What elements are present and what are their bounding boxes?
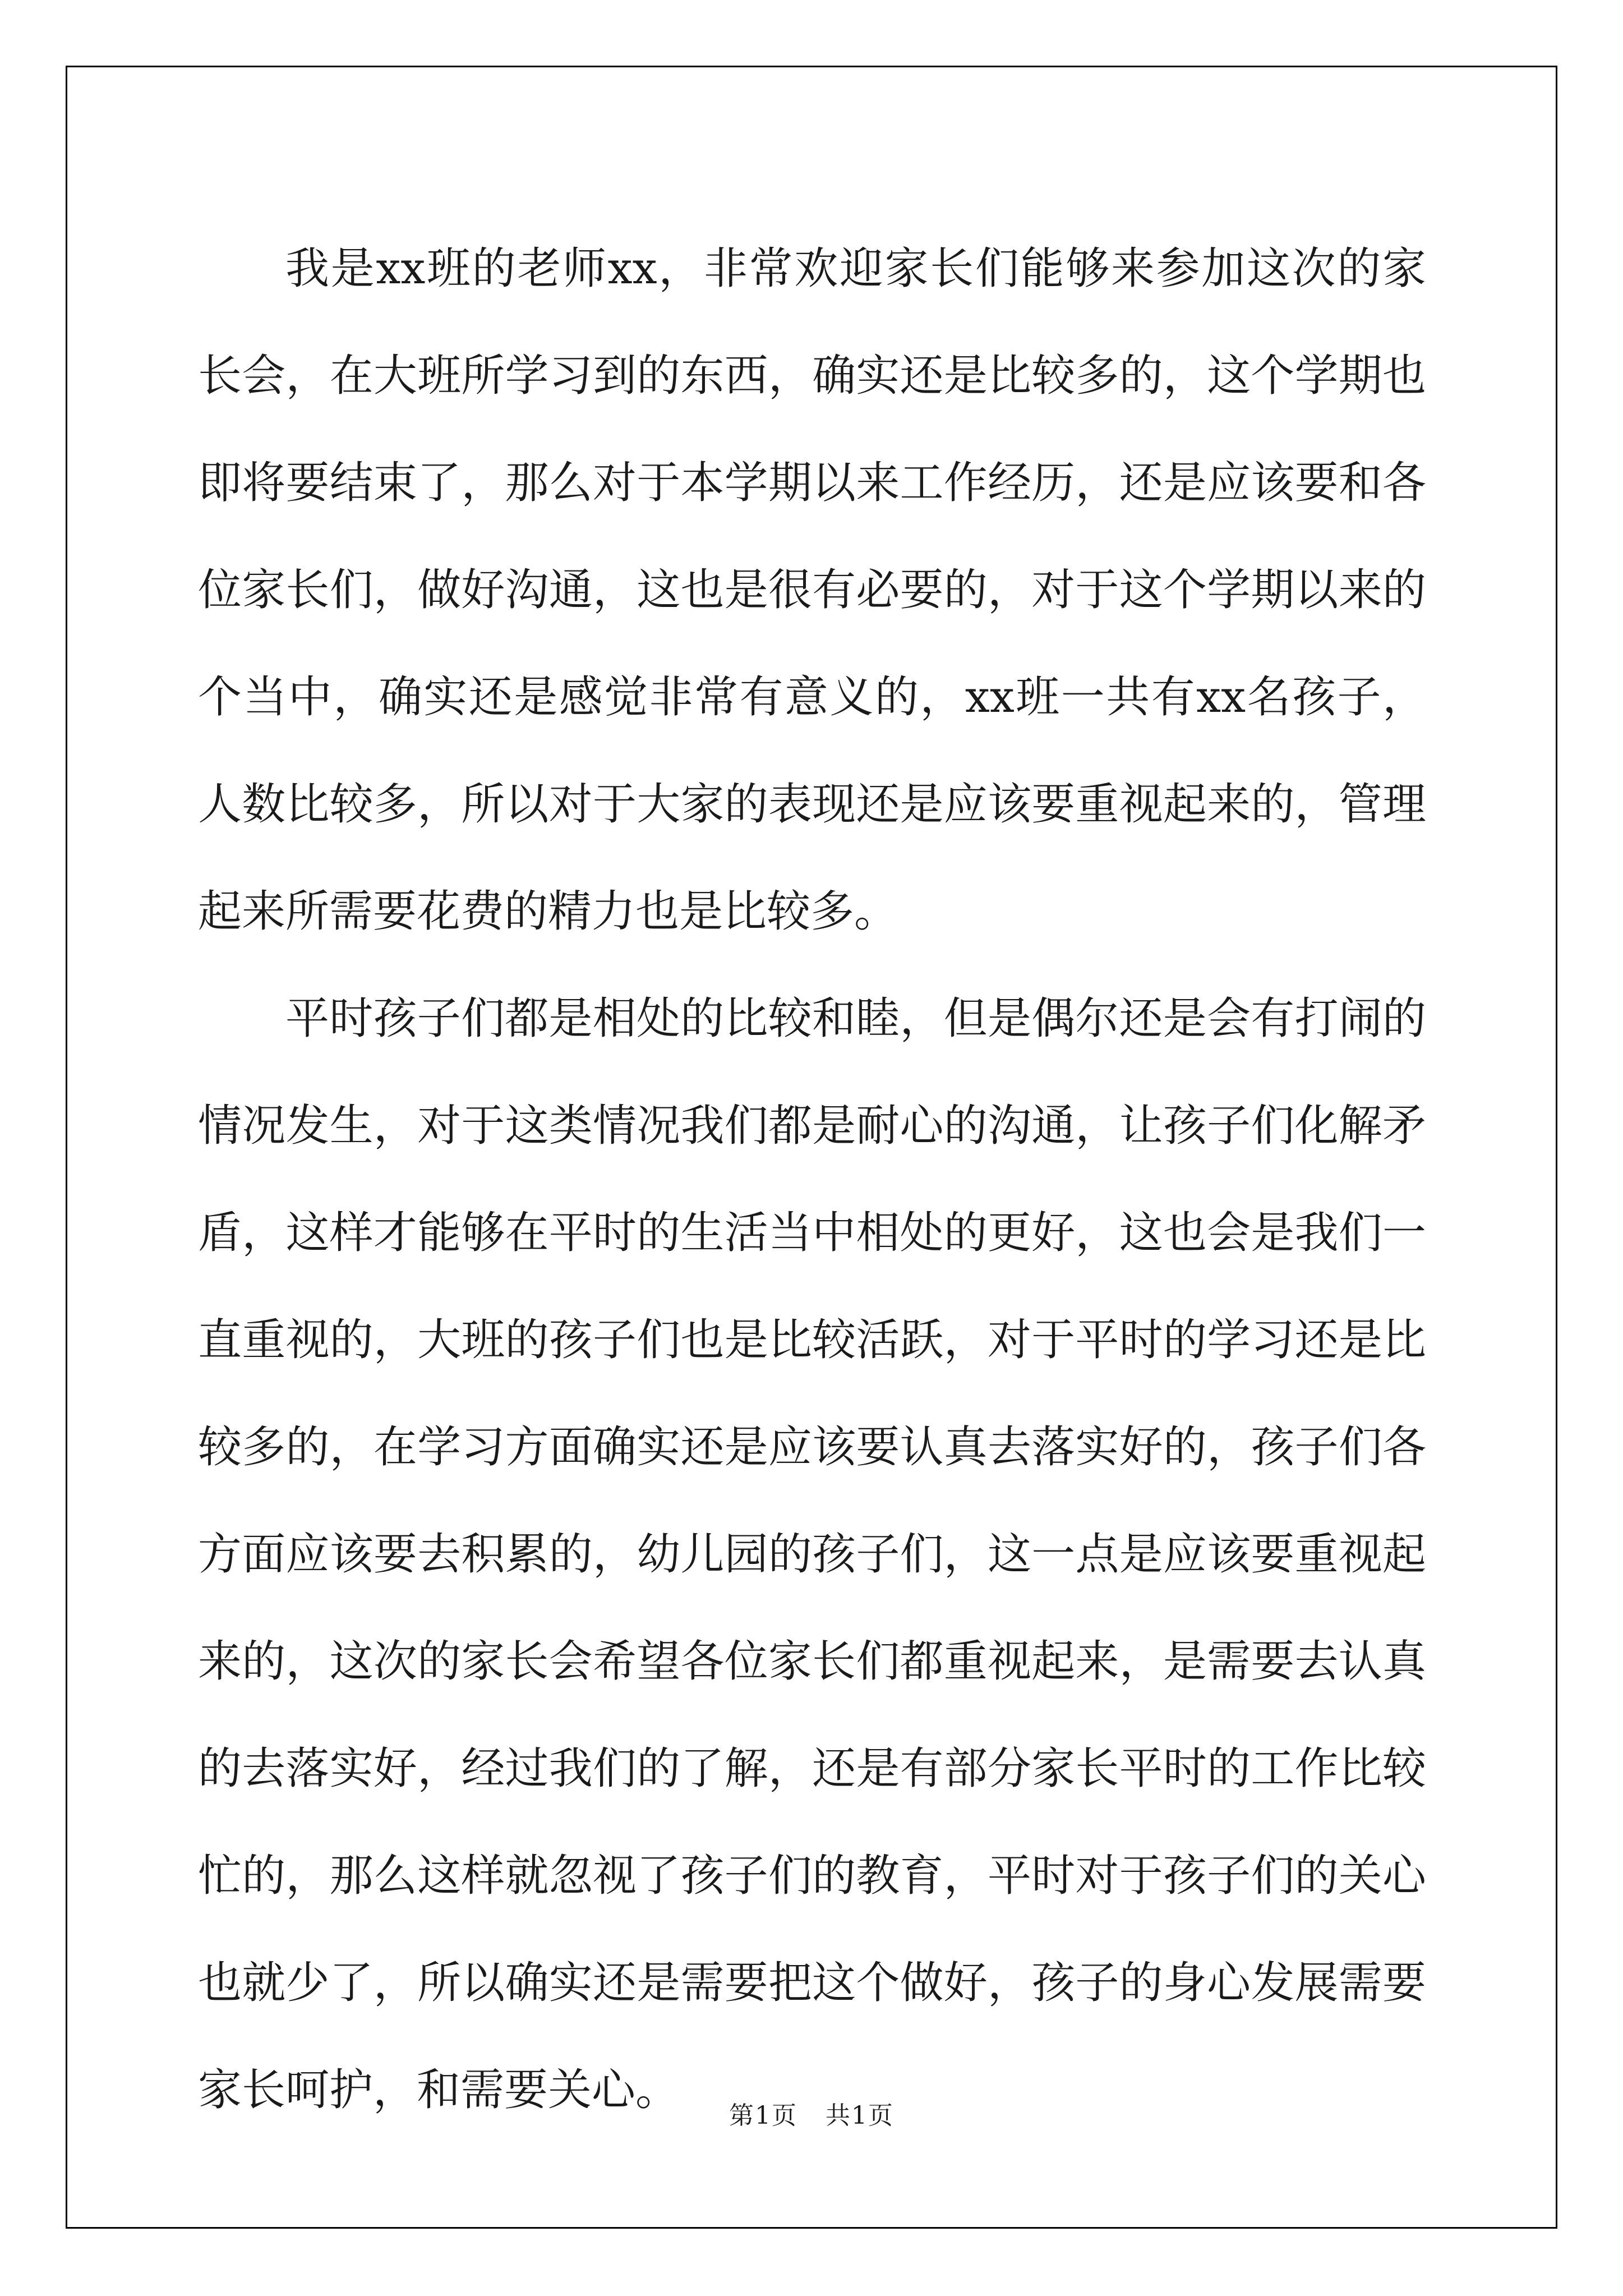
document-body bbox=[198, 215, 1426, 2144]
page-footer bbox=[0, 2095, 1623, 2131]
paragraph-2: 平时孩子们都是相处的比较和睦，但是偶尔还是会有打闹的情况发生，对于这类情况我们都是耐心的沟通，让孩子们化解矛盾，这样才能够在平时的生活当中相处的更好，这也会是我们一直重视的，大班的孩子们也是比较活跃，对于平时的学习还是比较多的，在学习方面确实还是应该要认真去落实好的，孩子们各方面应该要去积累的，幼儿园的孩子们，这一点是应该要重视起来的，这次的家长会希望各位家长们都重视起来，是需要去认真的去落实好，经过我们的了解，还是有部分家长平时的工作比较忙的，那么这样就忽视了孩子们的教育，平时对于孩子们的关心也就少了，所以确实还是需要把这个做好，孩子的身心发展需要家长呵护，和需要关心。 bbox=[198, 993, 1426, 2115]
page-number-total: 共1页 bbox=[826, 2101, 894, 2130]
page-number-current: 第1页 bbox=[729, 2101, 797, 2130]
paragraph-1: 我是xx班的老师xx，非常欢迎家长们能够来参加这次的家长会，在大班所学习到的东西，确实还是比较多的，这个学期也即将要结束了，那么对于本学期以来工作经历，还是应该要和各位家长们，做好沟通，这也是很有必要的，对于这个学期以来的个当中，确实还是感觉非常有意义的，xx班一共有xx名孩子，人数比较多，所以对于大家的表现还是应该要重视起来的，管理起来所需要花费的精力也是比较多。 bbox=[198, 243, 1426, 937]
